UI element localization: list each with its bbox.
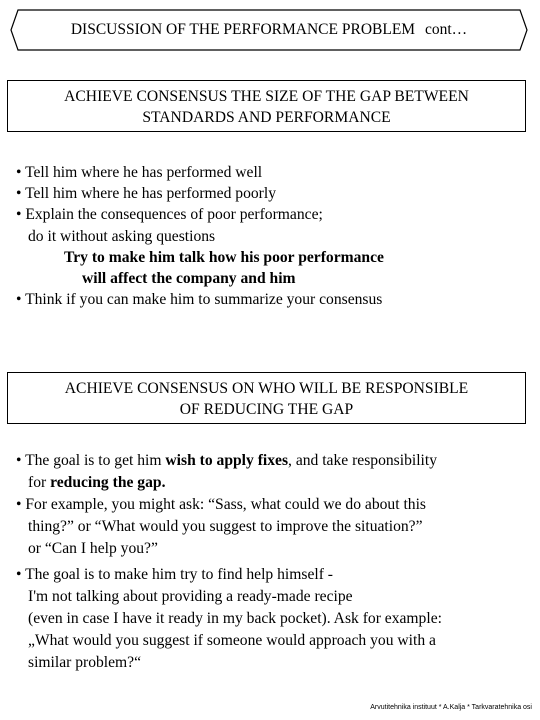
page-footer: Arvutitehnika instituut * A.Kalja * Tarkvaratehnika osi [370, 704, 532, 711]
section2-bullet-2: • For example, you might ask: “Sass, what could we do about this [16, 496, 426, 513]
section2-bullet-1-line2-pre: for [28, 474, 51, 491]
section2-bullet-3-line4: „What would you suggest if someone would approach you with a [28, 632, 436, 649]
section1-heading-line2: STANDARDS AND PERFORMANCE [142, 109, 391, 126]
section2-bullet-1 [16, 450, 531, 472]
section2-bullet-1-post: , and take responsibility [288, 452, 437, 469]
section2-bullet-1-bold: wish to apply fixes [165, 452, 289, 469]
page-header [8, 8, 530, 52]
section2-bullet-1-continued [16, 472, 531, 494]
section1-bullet-3-emphasis-1: Try to make him talk how his poor performance [64, 248, 384, 266]
section1-bullet-1: • Tell him where he has performed well [16, 164, 263, 181]
section1-bullet-3-continued: do it without asking questions [28, 227, 216, 245]
section1-heading-box [7, 80, 526, 132]
section2-heading-line2: OF REDUCING THE GAP [179, 401, 354, 418]
section1-bullet-3: • Explain the consequences of poor performance; [16, 206, 323, 224]
section2-bullet-3-line3: (even in case I have it ready in my back pocket). Ask for example: [28, 610, 442, 627]
section1-bullet-list [16, 162, 531, 310]
section1-bullet-2: • Tell him where he has performed poorly [16, 185, 276, 203]
section2-heading-box [7, 372, 526, 424]
section2-bullet-3: • The goal is to make him try to find help himself - [16, 566, 333, 583]
section2-heading-line1: ACHIEVE CONSENSUS ON WHO WILL BE RESPONSIBLE [64, 380, 469, 397]
section1-bullet-4: • Think if you can make him to summarize your consensus [16, 291, 383, 309]
page-title-cont: cont… [424, 21, 468, 38]
page-title [8, 8, 530, 52]
section2-bullet-2-line3: or “Can I help you?” [28, 540, 158, 557]
page-title-main: DISCUSSION OF THE PERFORMANCE PROBLEM [70, 21, 416, 38]
section2-bullet-list [16, 450, 531, 674]
section1-bullet-3-emphasis-2: will affect the company and him [82, 270, 296, 288]
section2-bullet-3-line2: I'm not talking about providing a ready-made recipe [28, 588, 353, 605]
section1-heading-line1: ACHIEVE CONSENSUS THE SIZE OF THE GAP BETWEEN [64, 88, 469, 105]
section2-bullet-1-line2-bold: reducing the gap. [50, 474, 166, 491]
section2-bullet-3-line5: similar problem?“ [28, 654, 142, 671]
section2-bullet-1-pre: • The goal is to get him [16, 452, 166, 469]
section2-bullet-2-line2: thing?” or “What would you suggest to improve the situation?” [28, 518, 423, 535]
